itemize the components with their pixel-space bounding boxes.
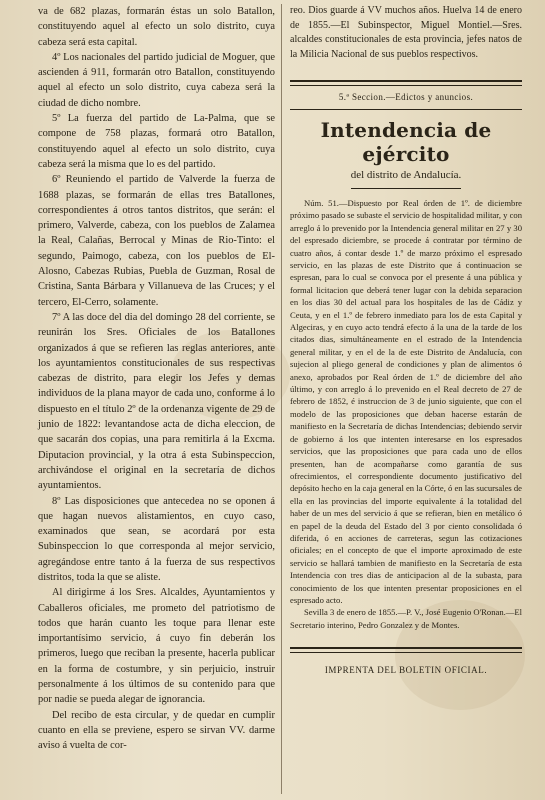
notice-subtitle: del distrito de Andalucía. (350, 168, 462, 181)
section-rule-bottom (290, 109, 522, 110)
right-column (290, 4, 522, 678)
imprint-rule (290, 647, 522, 653)
notice-signature: Sevilla 3 de enero de 1855.—P. V., José Eugenio O'Ronan.—El Secretario interino, Pedro Gonzalez y de Montes. (290, 607, 522, 630)
paragraph-rule-4: 4º Los nacionales del partido judicial de Moguer, que ascienden á 911, formarán otro Batallon, constituyendo aquel al efecto un solo distrito, cuya cabeza será la ciudad de dicho nombre. (38, 51, 275, 109)
title-rule (351, 188, 461, 189)
left-column (38, 4, 275, 754)
paragraph-rule-6: 6º Reuniendo el partido de Valverde la fuerza de 1688 plazas, se formarán de ellas tres Batallones, correspondientes á otros tantos distritos, que serán: el primero, Valverde, cabeza, con los pueblos de Zalamea la Real, Calañas, Berrocal y Minas de Rio-Tinto: el segundo, Paimogo, cabeza, con los pueblos de El-Alosno, Cabezas Rubias, Puebla de Guzman, Rosal de Cristina, Santa Bárbara y Villanueva de las Cruces; y el tercero, El-Cerro, solamente. (38, 174, 275, 308)
paragraph-rule-8: 8º Las disposiciones que antecedea no se oponen á que hagan nuevos alistamientos, en cuyo caso, examinados que sean, se acordará por esta Subinspeccion lo que corresponda al mejor servicio, agregándose entre tanto á la fuerza de sus respectivos distritos, toda la que se aliste. (38, 495, 275, 583)
paragraph-signoff: reo. Dios guarde á VV muchos años. Huelva 14 de enero de 1855.—El Subinspector, Miguel Montiel.—Sres. alcaldes constitucionales de esta provincia, jefes natos de la Milicia Nacional de sus pueblos respectivos. (290, 5, 522, 60)
section-rule-top (290, 80, 522, 86)
paragraph-rule-5: 5º La fuerza del partido de La-Palma, que se compone de 758 plazas, formará otro Batallon, constituyendo aquel al efecto un solo distrito, cuya cabeza será la misma que lo es del partido. (38, 113, 275, 170)
column-divider (281, 4, 282, 794)
paragraph-rule-7: 7º A las doce del dia del domingo 28 del corriente, se reunirán los Sres. Oficiales de los Batallones organizados á que se refieren las reglas anteriores, ante los ayuntamientos constitucionales de sus respectivas cabezas de distrito, para elegir los Jefes y demas individuos de la plana mayor de cada uno, conforme á lo dispuesto en el título 2º de la ordenanza vigente de 29 de junio de 1822: levantandose acta de dicha eleccion, de que sacarán dos copias, una para remitirla á la Excma. Diputacion provincial, y la otra á esta Subinspeccion, archivándose el original en la secretaría de dichos ayuntamientos. (38, 311, 275, 492)
notice-title: Intendencia de ejército (320, 117, 492, 166)
imprint-line: IMPRENTA DEL BOLETIN OFICIAL. (324, 665, 488, 676)
section-header: 5.ª Seccion.—Edictos y anuncios. (338, 92, 474, 103)
paragraph-closing: Al dirigirme á los Sres. Alcaldes, Ayuntamientos y Caballeros oficiales, me prometo del patriotismo de todos que harán cuanto les toque para llenar este importantísimo servicio, á cuyo fin deberán los primeros, luego que reciban la presente, hacerla publicar en la forma de costumbre, y sin perjuicio, instruir personalmente á los últimos de su contenido para que por nadie se pueda alegar de ignorancia. (38, 587, 275, 706)
paragraph-receipt: Del recibo de esta circular, y de quedar en cumplir cuanto en ella se previene, espero se sirvan VV. darme aviso á vuelta de cor- (38, 709, 275, 752)
notice-body: Núm. 51.—Dispuesto por Real órden de 1º. de diciembre próximo pasado se subaste el servicio de hospitalidad militar, y con arreglo á lo prevenido por la Intendencia general militar en 27 y 30 del espresado diciembre, se procede á contratar por término de cuatro años, á contar desde 1.º de marzo próximo el espresado servicio, en las plazas de este Distrito que á continuacion se espresan, para lo cual se convoca por el presente á una pública y formal licitacion que deberá tener lugar con la debida separacion en los dias 30 del actual para los hospitales de las de Cádiz y Ceuta, y en el 1.º de febrero inmediato para los de esta Capital y Algeciras, y en cuyo acto tendrá efecto á la una de la tarde de los citados dias, simultáneamente en el estrado de la Intendencia general militar, y en el de la de este Distrito de Andalucía, con sujecion al pliego general de condiciones y plan de alimentos ó anexo, aprobados por Real órden de 1.º de diciembre del año último, y con arreglo á lo prevenido en el Real decreto de 27 de febrero de 1852, é instruccion de 3 de junio siguiente, que con el modelo de las proposiciones que deban hacerse estarán de manifiesto en la Secretaría de dichas Intendencias; debiendo servir de gobierno á los que intenten interesarse en los espresados servicios, que las proposiciones que para cada uno de ellos presenten, han de acompañarse como garantía de sus ofrecimientos, el correspondiente documento justificativo del depósito hecho en la caja general en la Córte, ó en las sucursales de ella en las provincias del importe equivalente á la totalidad del haber de un mes del servicio á que se refieran, bien en metálico ó en papel de la deuda del Estado del 3 por ciento consolidada ó diferida, ó en acciones de carreteras, segun las cotizaciones oficiales; en el concepto de que el importe aproximado de este servicio se hallará tambien de manifiesto en la Secretaría de esta Intendencia con tres dias de anticipacion al de la subasta, para conocimiento de los que intenten presentar proposiciones en el espresado acto. (290, 197, 522, 605)
paragraph-continuation: va de 682 plazas, formarán éstas un solo Batallon, constituyendo aquel al efecto un solo distrito, cuya cabeza será esta capital. (38, 6, 275, 48)
